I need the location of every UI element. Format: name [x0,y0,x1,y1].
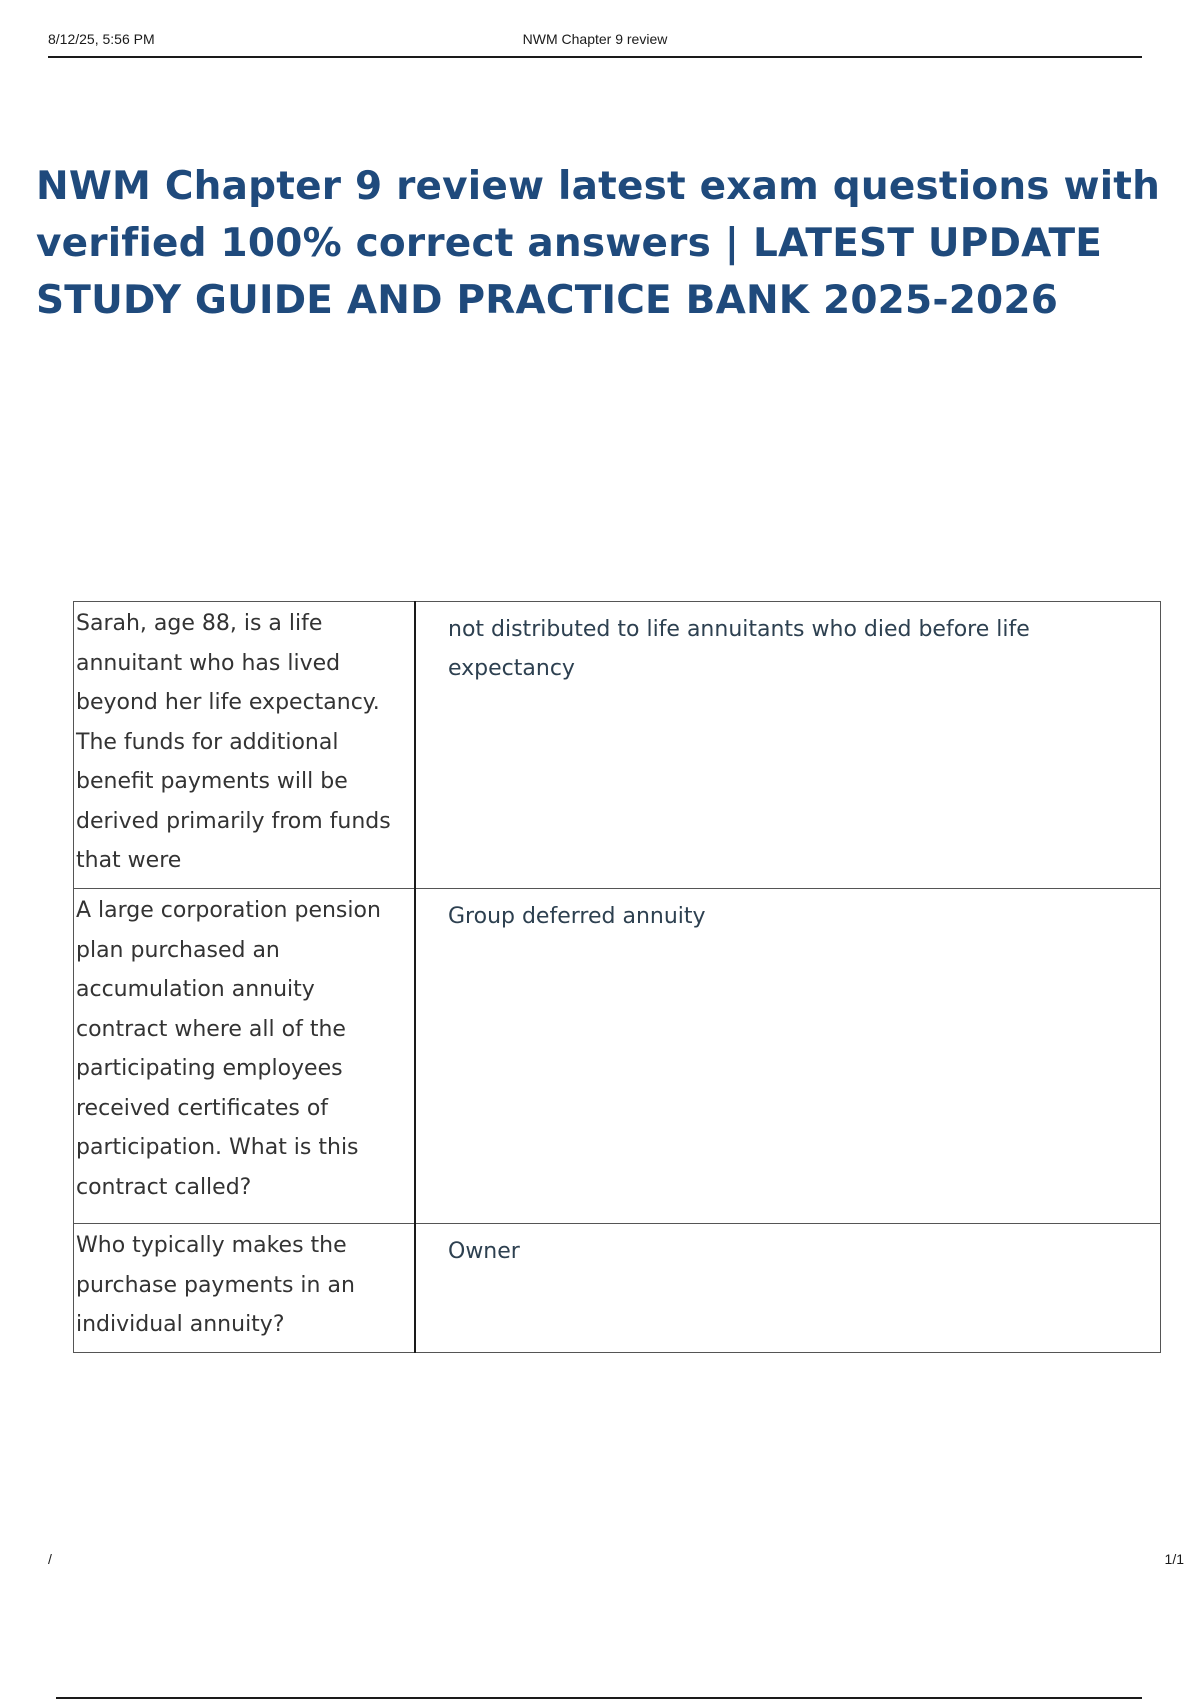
answer-cell: not distributed to life annuitants who died before life expectancy [415,602,1161,889]
answer-cell: Owner [415,1224,1161,1353]
answer-cell: Group deferred annuity [415,889,1161,1224]
print-header [48,28,1142,58]
footer-url: / [48,1551,52,1567]
page-number: 1/1 [1164,1551,1184,1567]
question-cell: Sarah, age 88, is a life annuitant who has lived beyond her life expectancy. The funds for additional benefit payments will be derived primarily from funds that were [74,602,416,889]
qa-table [73,601,1161,1353]
table-row [74,1224,1161,1353]
print-date: 8/12/25, 5:56 PM [48,31,155,47]
table-row [74,602,1161,889]
bottom-divider [56,1697,1142,1699]
print-title: NWM Chapter 9 review [522,31,668,47]
table-row [74,889,1161,1224]
question-cell: Who typically makes the purchase payments in an individual annuity? [74,1224,416,1353]
document-title: NWM Chapter 9 review latest exam questions with verified 100% correct answers | LATEST UPDATE STUDY GUIDE AND PRACTICE BANK 2025-2026 [36,164,1161,323]
question-cell: A large corporation pension plan purchased an accumulation annuity contract where all of the participating employees received certificates of participation. What is this contract called? [74,889,416,1224]
